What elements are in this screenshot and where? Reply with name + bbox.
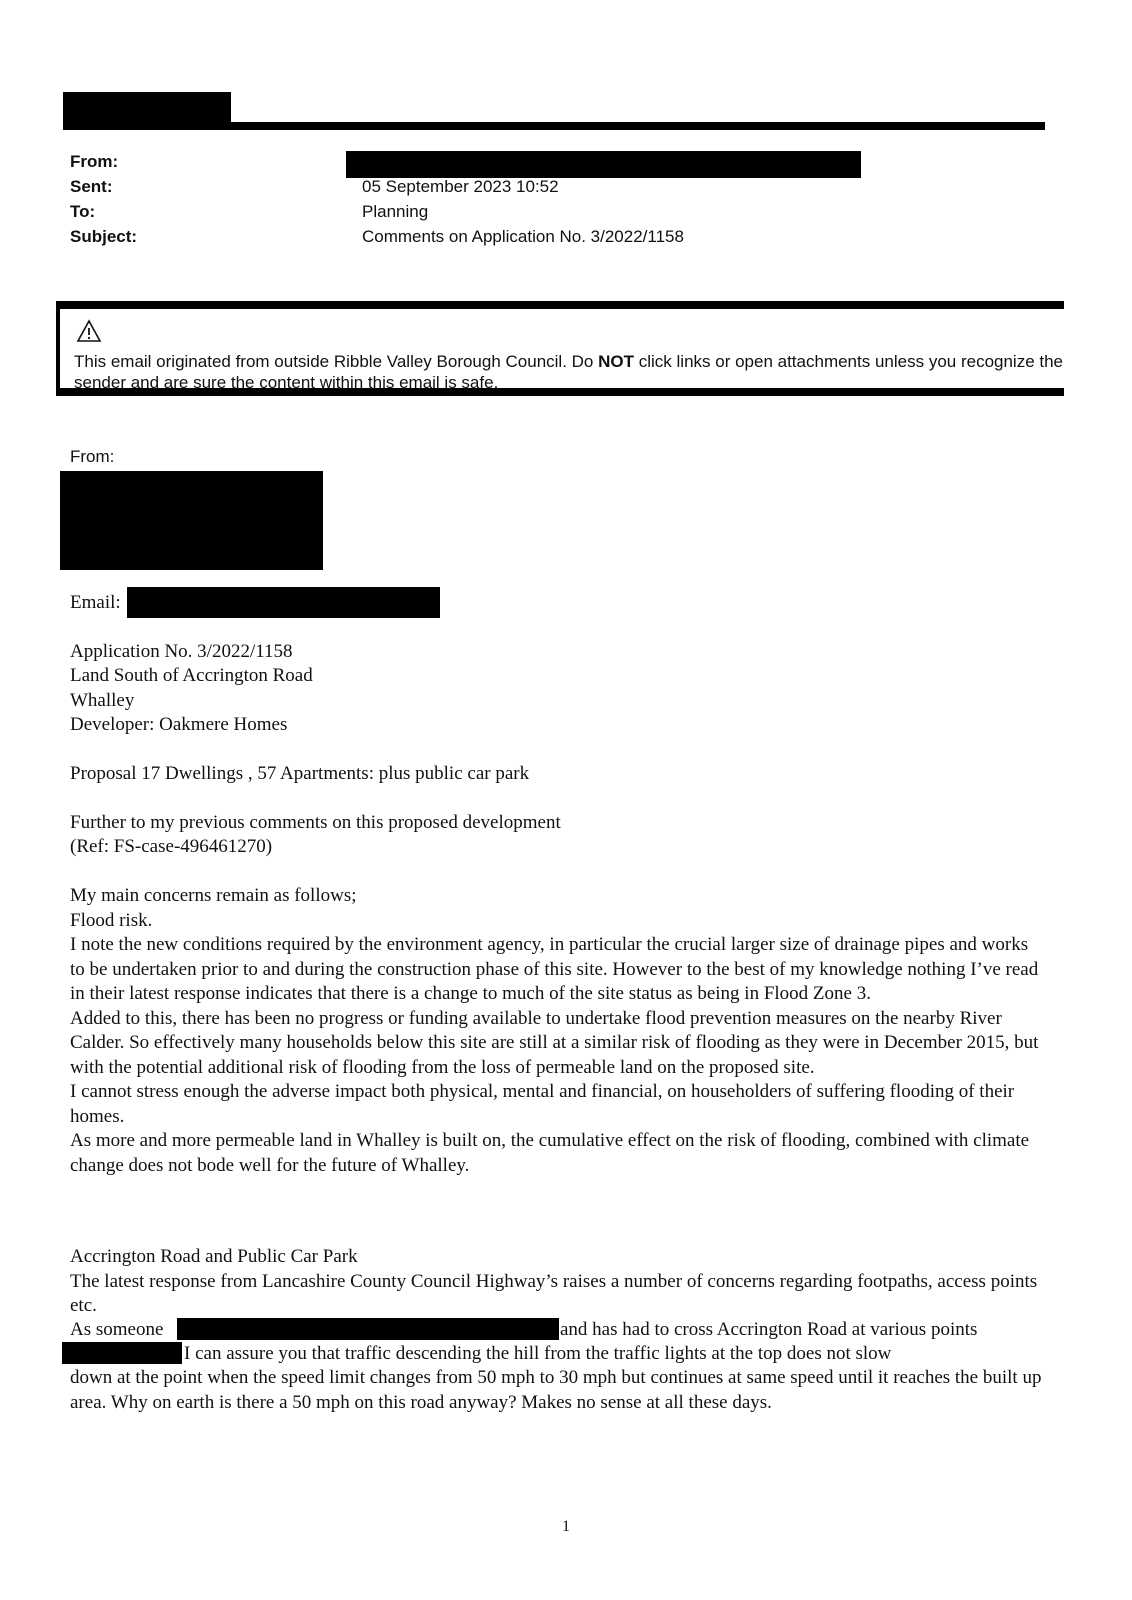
redacted-phrase-2 [62, 1342, 182, 1364]
email-label: Email: [70, 592, 121, 613]
site-name: Land South of Accrington Road [70, 665, 313, 686]
further-comments: Further to my previous comments on this proposed development [70, 812, 561, 833]
warning-triangle-icon [76, 319, 102, 347]
redacted-email [127, 587, 440, 618]
proposal: Proposal 17 Dwellings , 57 Apartments: plus public car park [70, 763, 530, 784]
subject-value: Comments on Application No. 3/2022/1158 [362, 227, 684, 246]
page-number: 1 [562, 1518, 570, 1535]
sent-value: 05 September 2023 10:52 [362, 177, 559, 196]
from-label: From: [70, 152, 119, 171]
someone-end: and has had to cross Accrington Road at various points [560, 1319, 978, 1340]
header-rule [63, 122, 1045, 130]
redacted-phrase [177, 1318, 559, 1340]
warning-text: This email originated from outside Ribble Valley Borough Council. Do NOT click links or open attachments unless you recognize the sender and are sure the content within this email is safe. [74, 352, 1064, 392]
someone-start: As someone [70, 1319, 164, 1340]
assure-start: I can assure you that traffic descending the hill from the traffic lights at the top does not slow [184, 1343, 892, 1364]
to-label: To: [70, 202, 96, 221]
closing-paragraph: down at the point when the speed limit changes from 50 mph to 30 mph but continues at same speed until it reaches the built up area. Why on earth is there a 50 mph on this road anyway? Makes no sense at all these days. [70, 1367, 1047, 1413]
external-email-warning [56, 301, 1064, 396]
developer: Developer: Oakmere Homes [70, 714, 288, 735]
road-section: Accrington Road and Public Car Park The latest response from Lancashire County Council Highway’s raises a number of concerns regarding footpaths, access points etc. [70, 1246, 1038, 1316]
body-from-label: From: [70, 447, 115, 466]
concerns-paragraphs: My main concerns remain as follows; Flood risk. I note the new conditions required by the environment agency, in particular the crucial larger size of drainage pipes and works to be undertaken prior to and during the construction phase of this site. However to the best of my knowledge nothing I’ve read in their latest response indicates that there is a change to much of the site status as being in Flood Zone 3. Added to this, there has been no progress or funding available to undertake flood prevention measures on the nearby River Calder. So effectively many households below this site are still at a similar risk of flooding as they were in December 2015, but with the potential additional risk of flooding from the loss of permeable land on the proposed site. I cannot stress enough the adverse impact both physical, mental and financial, on householders of suffering flooding of their homes. As more and more permeable land in Whalley is built on, the cumulative effect on the risk of flooding, combined with climate change does not bode well for the future of Whalley. [70, 885, 1039, 1176]
sent-label: Sent: [70, 177, 113, 196]
to-value: Planning [362, 202, 429, 221]
subject-label: Subject: [70, 227, 138, 246]
reference: (Ref: FS-case-496461270) [70, 836, 273, 857]
site-town: Whalley [70, 690, 135, 711]
application-number: Application No. 3/2022/1158 [70, 641, 293, 662]
redacted-sender [346, 151, 861, 178]
redacted-address [60, 471, 323, 570]
